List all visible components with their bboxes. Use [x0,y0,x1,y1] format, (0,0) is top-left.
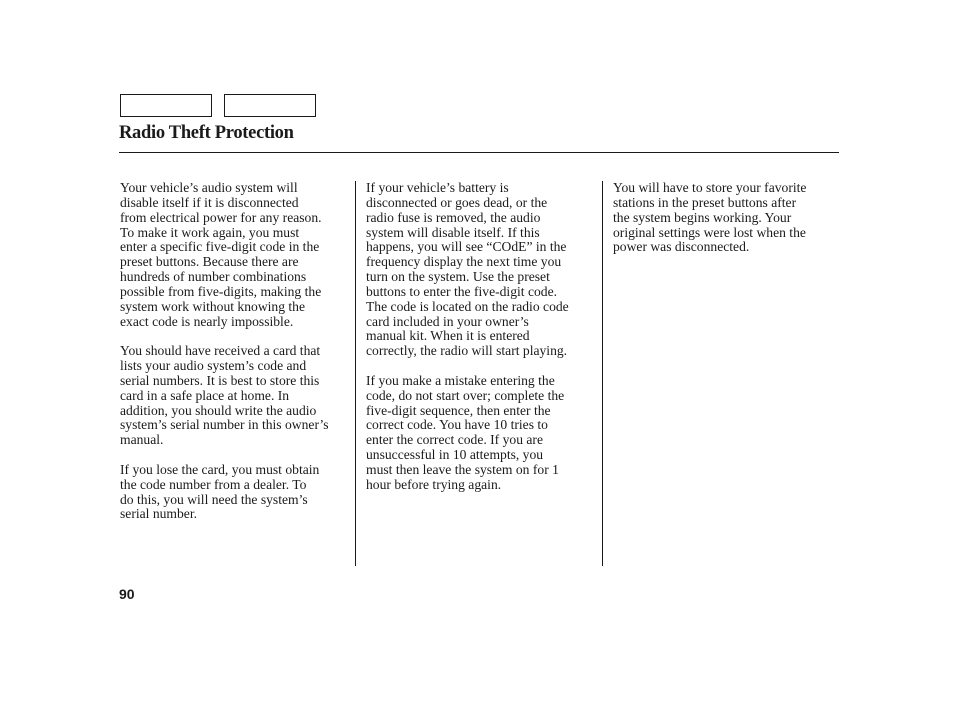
text-line: code, do not start over; complete the [366,387,565,403]
text-line: If you lose the card, you must obtain [120,461,320,477]
text-line: power was disconnected. [613,239,750,255]
column-divider-1 [355,181,356,566]
title-underline [119,152,839,153]
text-line: card included in your owner’s [366,313,529,329]
text-line: You will have to store your favorite [613,180,807,195]
text-line: manual kit. When it is entered [366,328,530,344]
text-line: hundreds of number combinations [120,269,307,285]
text-line: If you make a mistake entering the [366,372,555,388]
text-line: system work without knowing the [120,298,306,314]
text-line: from electrical power for any reason. [120,209,322,225]
text-line: buttons to enter the five-digit code. [366,283,558,299]
text-column-3 [613,181,839,270]
text-line: serial numbers. It is best to store this [120,372,320,388]
page-number: 90 [119,586,135,602]
text-line: frequency display the next time you [366,254,562,270]
text-line: hour before trying again. [366,476,502,492]
nav-tab-box-2[interactable] [224,94,316,117]
text-line: system’s serial number in this owner’s [120,417,329,433]
text-line: preset buttons. Because there are [120,254,299,270]
text-line: serial number. [120,506,198,522]
nav-tab-box-1[interactable] [120,94,212,117]
text-line: radio fuse is removed, the audio [366,209,541,225]
text-line: If your vehicle’s battery is [366,180,509,195]
paragraph [366,374,596,493]
text-line: stations in the preset buttons after [613,194,797,210]
text-line: enter the correct code. If you are [366,432,543,448]
text-line: To make it work again, you must [120,224,300,240]
paragraph [120,463,352,522]
text-line: Your vehicle’s audio system will [120,180,298,195]
text-line: You should have received a card that [120,343,321,359]
page-title: Radio Theft Protection [119,123,294,143]
column-divider-2 [602,181,603,566]
text-line: The code is located on the radio code [366,298,569,314]
paragraph [613,181,839,255]
text-line: addition, you should write the audio [120,402,317,418]
text-column-1 [120,181,352,537]
text-line: enter a specific five-digit code in the [120,239,320,255]
paragraph [366,181,596,359]
text-line: manual. [120,432,164,448]
text-line: turn on the system. Use the preset [366,269,550,285]
text-line: exact code is nearly impossible. [120,313,294,329]
text-line: lists your audio system’s code and [120,358,307,374]
text-line: the system begins working. Your [613,209,792,225]
paragraph [120,344,352,448]
text-line: disconnected or goes dead, or the [366,194,548,210]
text-line: the code number from a dealer. To [120,476,307,492]
text-column-2 [366,181,596,507]
text-line: system will disable itself. If this [366,224,540,240]
text-line: correctly, the radio will start playing. [366,343,568,359]
text-line: disable itself if it is disconnected [120,194,299,210]
text-line: must then leave the system on for 1 [366,461,559,477]
text-line: happens, you will see “COdE” in the [366,239,567,255]
text-line: original settings were lost when the [613,224,806,240]
text-line: five-digit sequence, then enter the [366,402,551,418]
text-line: do this, you will need the system’s [120,491,308,507]
text-line: possible from five-digits, making the [120,283,322,299]
text-line: correct code. You have 10 tries to [366,417,548,433]
paragraph [120,181,352,329]
text-line: unsuccessful in 10 attempts, you [366,447,544,463]
text-line: card in a safe place at home. In [120,387,290,403]
